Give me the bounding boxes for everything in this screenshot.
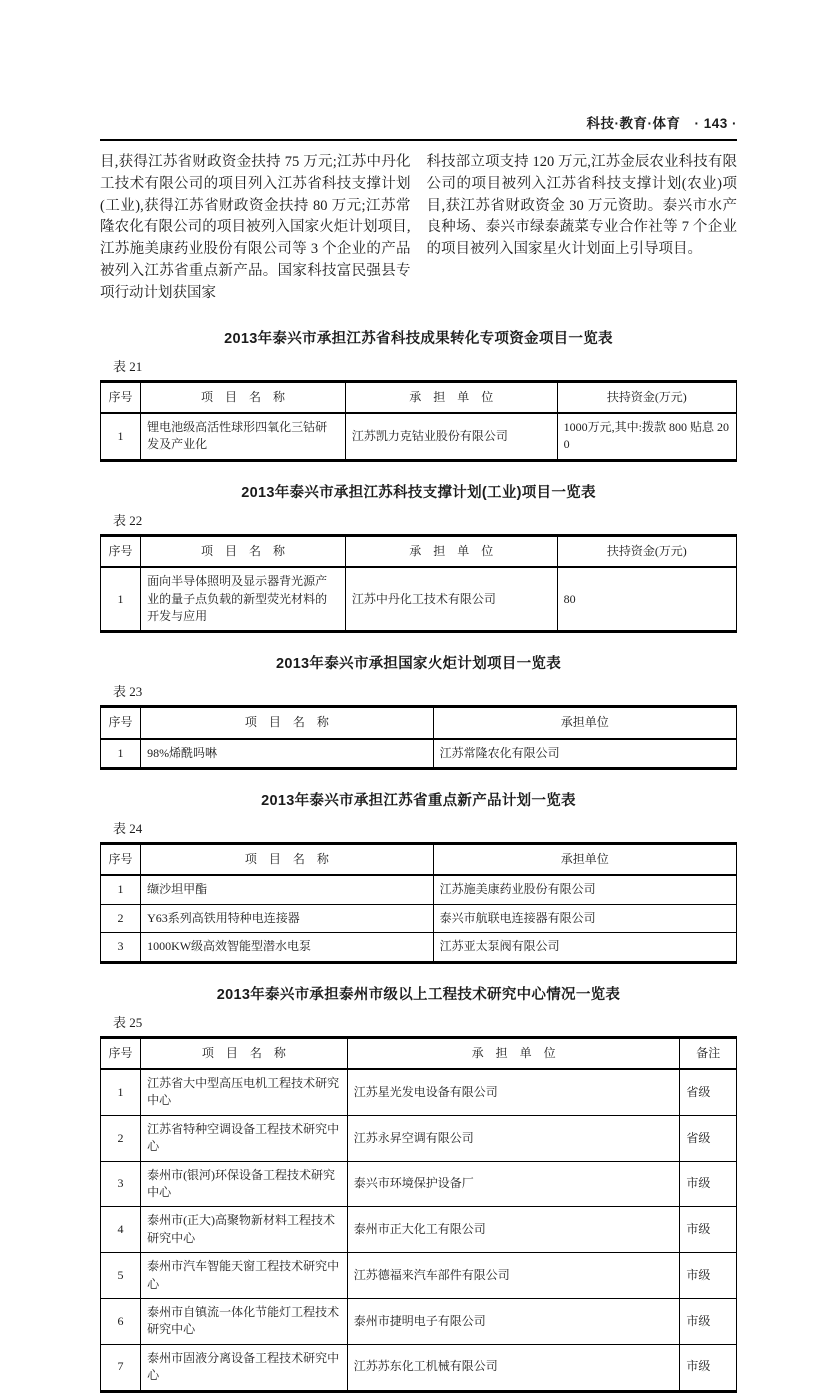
table-header-row: [101, 707, 737, 739]
table-body: [101, 413, 737, 460]
column-header: 承担单位: [433, 707, 736, 739]
table-cell: 4: [101, 1207, 141, 1253]
table-cell: 泰州市汽车智能天窗工程技术研究中心: [141, 1253, 348, 1299]
column-header: 承 担 单 位: [347, 1037, 680, 1069]
table-cell: 2: [101, 1115, 141, 1161]
table-header-row: [101, 535, 737, 567]
column-header: 序号: [101, 535, 141, 567]
data-table-25: [100, 1036, 737, 1393]
table-row: [101, 1069, 737, 1115]
table-cell: 1000KW级高效智能型潜水电泵: [141, 933, 434, 962]
table-label: 表 25: [113, 1014, 143, 1030]
table-title: 2013年泰兴市承担国家火炬计划项目一览表: [275, 656, 562, 673]
column-header: 项 目 名 称: [141, 381, 346, 413]
table-row: [101, 1161, 737, 1207]
column-header: 项 目 名 称: [141, 1037, 348, 1069]
table-label: 表 24: [113, 821, 143, 837]
column-header: 项 目 名 称: [141, 844, 434, 876]
column-header: 承 担 单 位: [345, 535, 557, 567]
table-header-row: [101, 1037, 737, 1069]
table-cell: 市级: [680, 1298, 737, 1344]
table-section-24: [100, 789, 737, 964]
table-cell: 1: [101, 413, 141, 460]
table-cell: 江苏永昇空调有限公司: [347, 1115, 680, 1161]
table-row: [101, 904, 737, 932]
column-header: 序号: [101, 381, 141, 413]
table-cell: 2: [101, 904, 141, 932]
table-cell: 市级: [680, 1207, 737, 1253]
table-head: [101, 844, 737, 876]
table-cell: 泰兴市航联电连接器有限公司: [433, 904, 736, 932]
table-cell: 江苏凯力克钴业股份有限公司: [345, 413, 557, 460]
table-section-22: [100, 481, 737, 634]
intro-left-column: 目,获得江苏省财政资金扶持 75 万元;江苏中丹化工技术有限公司的项目列入江苏省科技支撑计划 (工业),获得江苏省财政资金扶持 80 万元;江苏常隆农化有限公司的项目被列入国家火炬计划项目,江苏施美康药业股份有限公司等 3 个企业的产品被列入江苏省重点新产品。国家科技富民强县专项行动计划获国家: [100, 154, 411, 301]
table-cell: 面向半导体照明及显示器背光源产业的量子点负载的新型荧光材料的开发与应用: [141, 567, 346, 632]
table-cell: 泰兴市环境保护设备厂: [347, 1161, 680, 1207]
table-body: [101, 567, 737, 632]
table-title: 2013年泰兴市承担江苏科技支撑计划(工业)项目一览表: [241, 484, 596, 501]
page-number: · 143 ·: [694, 116, 737, 131]
table-cell: 省级: [680, 1069, 737, 1115]
data-table-24: [100, 842, 737, 964]
table-cell: 98%烯酰吗啉: [141, 739, 434, 769]
table-cell: 泰州市正大化工有限公司: [347, 1207, 680, 1253]
column-header: 承担单位: [433, 844, 736, 876]
table-row: [101, 933, 737, 962]
table-row: [101, 1115, 737, 1161]
table-label: 表 23: [113, 684, 143, 700]
table-cell: 市级: [680, 1344, 737, 1391]
table-cell: 3: [101, 933, 141, 962]
table-label: 表 21: [113, 358, 143, 374]
data-table-21: [100, 380, 737, 462]
table-title: 2013年泰兴市承担泰州市级以上工程技术研究中心情况一览表: [216, 986, 621, 1003]
table-header-row: [101, 381, 737, 413]
table-row: [101, 1207, 737, 1253]
table-body: [101, 739, 737, 769]
table-cell: 缬沙坦甲酯: [141, 875, 434, 904]
table-cell: 市级: [680, 1253, 737, 1299]
table-cell: 江苏苏东化工机械有限公司: [347, 1344, 680, 1391]
column-header: 序号: [101, 707, 141, 739]
column-header: 项 目 名 称: [141, 535, 346, 567]
table-cell: 江苏德福来汽车部件有限公司: [347, 1253, 680, 1299]
table-head: [101, 1037, 737, 1069]
table-cell: 泰州市固液分离设备工程技术研究中心: [141, 1344, 348, 1391]
table-cell: 泰州市(正大)高聚物新材料工程技术研究中心: [141, 1207, 348, 1253]
intro-text: [100, 152, 737, 305]
table-cell: 江苏施美康药业股份有限公司: [433, 875, 736, 904]
column-header: 序号: [101, 844, 141, 876]
table-section-25: [100, 983, 737, 1393]
table-section-21: [100, 327, 737, 462]
column-header: 扶持资金(万元): [557, 381, 736, 413]
table-row: [101, 567, 737, 632]
table-header-row: [101, 844, 737, 876]
data-table-23: [100, 705, 737, 770]
table-cell: 5: [101, 1253, 141, 1299]
table-cell: 1: [101, 567, 141, 632]
table-head: [101, 535, 737, 567]
table-cell: 江苏常隆农化有限公司: [433, 739, 736, 769]
header-rule: [100, 139, 737, 141]
column-header: 项 目 名 称: [141, 707, 434, 739]
column-header: 序号: [101, 1037, 141, 1069]
column-header: 扶持资金(万元): [557, 535, 736, 567]
table-row: [101, 413, 737, 460]
table-cell: 1: [101, 739, 141, 769]
table-cell: 泰州市自镇流一体化节能灯工程技术研究中心: [141, 1298, 348, 1344]
table-cell: 江苏中丹化工技术有限公司: [345, 567, 557, 632]
running-head: [100, 112, 737, 132]
table-row: [101, 1344, 737, 1391]
table-row: [101, 1298, 737, 1344]
table-row: [101, 739, 737, 769]
table-cell: 3: [101, 1161, 141, 1207]
table-section-23: [100, 652, 737, 770]
table-cell: 7: [101, 1344, 141, 1391]
table-title: 2013年泰兴市承担江苏省重点新产品计划一览表: [261, 793, 576, 810]
table-title: 2013年泰兴市承担江苏省科技成果转化专项资金项目一览表: [224, 330, 613, 347]
table-head: [101, 381, 737, 413]
table-cell: 1000万元,其中:拨款 800 贴息 200: [557, 413, 736, 460]
column-header: 承 担 单 位: [345, 381, 557, 413]
table-body: [101, 1069, 737, 1391]
table-cell: 80: [557, 567, 736, 632]
table-cell: 江苏省大中型高压电机工程技术研究中心: [141, 1069, 348, 1115]
table-cell: 市级: [680, 1161, 737, 1207]
table-cell: 江苏亚太泵阀有限公司: [433, 933, 736, 962]
table-cell: 江苏星光发电设备有限公司: [347, 1069, 680, 1115]
table-cell: 1: [101, 1069, 141, 1115]
column-header: 备注: [680, 1037, 737, 1069]
table-cell: 泰州市捷明电子有限公司: [347, 1298, 680, 1344]
table-label: 表 22: [113, 512, 143, 528]
data-table-22: [100, 534, 737, 634]
table-cell: 江苏省特种空调设备工程技术研究中心: [141, 1115, 348, 1161]
table-row: [101, 1253, 737, 1299]
table-row: [101, 875, 737, 904]
section-title: 科技·教育·体育: [586, 116, 681, 131]
table-body: [101, 875, 737, 962]
table-cell: 1: [101, 875, 141, 904]
table-cell: 锂电池级高活性球形四氧化三钴研发及产业化: [141, 413, 346, 460]
table-cell: Y63系列高铁用特种电连接器: [141, 904, 434, 932]
table-head: [101, 707, 737, 739]
table-cell: 省级: [680, 1115, 737, 1161]
table-cell: 泰州市(银河)环保设备工程技术研究中心: [141, 1161, 348, 1207]
table-cell: 6: [101, 1298, 141, 1344]
intro-right-column: 科技部立项支持 120 万元,江苏金辰农业科技有限公司的项目被列入江苏省科技支撑计划(农业)项目,获江苏省财政资金 30 万元资助。泰兴市水产良种场、泰兴市绿泰蔬菜专业合作社等 7 个企业的项目被列入国家星火计划面上引导项目。: [426, 154, 737, 258]
